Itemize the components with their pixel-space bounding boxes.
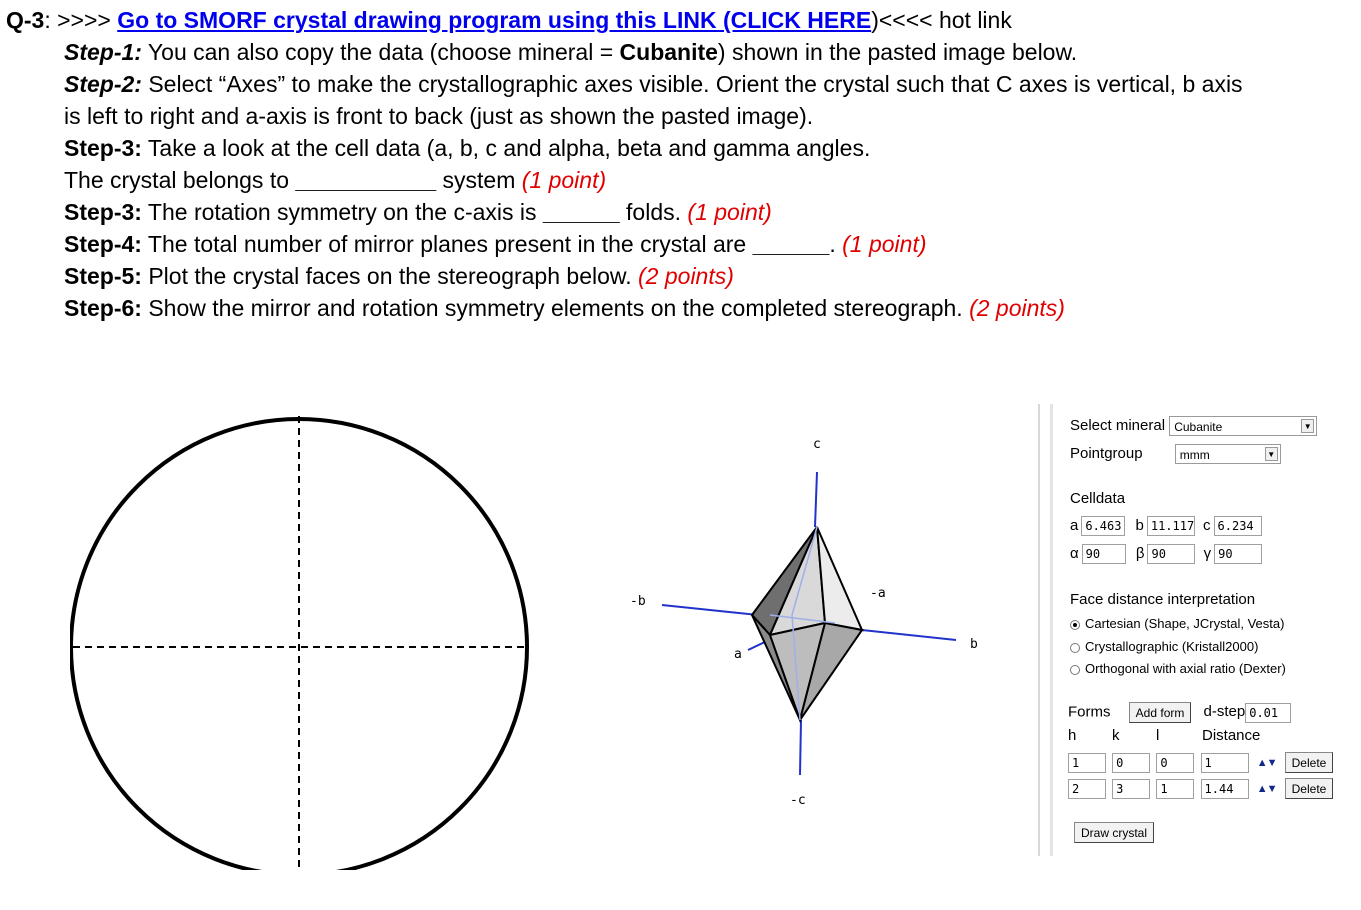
form-l-input[interactable]: 1 bbox=[1156, 779, 1194, 799]
option-cartesian[interactable]: Cartesian (Shape, JCrystal, Vesta) bbox=[1070, 616, 1284, 631]
form-distance-input[interactable]: 1 bbox=[1201, 753, 1249, 773]
pointgroup-select[interactable]: mmm ▼ bbox=[1175, 444, 1281, 464]
step-5: Step-5: Plot the crystal faces on the stereograph below. (2 points) bbox=[64, 263, 734, 289]
delete-form-button[interactable]: Delete bbox=[1285, 752, 1334, 773]
cell-c-input[interactable]: 6.234 bbox=[1214, 516, 1262, 536]
cell-alpha-input[interactable]: 90 bbox=[1082, 544, 1126, 564]
celldata-label: Celldata bbox=[1070, 490, 1126, 507]
step-6: Step-6: Show the mirror and rotation symmetry elements on the completed stereograph. (2 points) bbox=[64, 295, 1065, 321]
forms-label: Forms bbox=[1068, 703, 1111, 721]
pointgroup-label: Pointgroup bbox=[1070, 444, 1143, 462]
points-badge: (2 points) bbox=[969, 295, 1065, 321]
dstep-label: d-step bbox=[1203, 703, 1246, 721]
link-suffix: )<<<< hot link bbox=[871, 7, 1012, 33]
a-axis-label: a bbox=[734, 647, 742, 662]
c-axis-line bbox=[815, 472, 817, 527]
neg-b-axis-label: -b bbox=[630, 594, 646, 609]
answer-blank-system: ___________ bbox=[295, 167, 437, 193]
smorf-control-panel bbox=[1038, 404, 1360, 856]
panel-divider bbox=[1050, 404, 1053, 856]
question-header: Q-3: >>>> Go to SMORF crystal drawing program using this LINK (CLICK HERE)<<<< hot link bbox=[6, 7, 1012, 33]
step-4: Step-4: The total number of mirror planes present in the crystal are ______. (1 point) bbox=[64, 231, 927, 257]
cell-gamma-input[interactable]: 90 bbox=[1214, 544, 1262, 564]
forms-header-row bbox=[1068, 702, 1291, 723]
c-axis-label: c bbox=[813, 437, 821, 452]
delete-form-button[interactable]: Delete bbox=[1285, 778, 1334, 799]
question-block bbox=[6, 4, 1346, 324]
option-orthogonal[interactable]: Orthogonal with axial ratio (Dexter) bbox=[1070, 661, 1286, 676]
mineral-select[interactable]: Cubanite ▼ bbox=[1169, 416, 1317, 436]
points-badge: (2 points) bbox=[638, 263, 734, 289]
step-3b: Step-3: The rotation symmetry on the c-axis is ______ folds. (1 point) bbox=[64, 199, 772, 225]
b-axis-line bbox=[862, 630, 956, 640]
cell-b-input[interactable]: 11.117 bbox=[1147, 516, 1195, 536]
dstep-input[interactable]: 0.01 bbox=[1245, 703, 1291, 723]
cell-a-input[interactable]: 6.463 bbox=[1081, 516, 1125, 536]
mineral-name: Cubanite bbox=[619, 39, 718, 65]
form-row bbox=[1068, 778, 1333, 799]
form-h-input[interactable]: 1 bbox=[1068, 753, 1106, 773]
draw-crystal-button[interactable]: Draw crystal bbox=[1074, 822, 1154, 843]
crystal-face bbox=[817, 527, 862, 630]
radio-selected-icon bbox=[1070, 620, 1080, 630]
crystal-drawing bbox=[620, 430, 1000, 830]
radio-icon bbox=[1070, 643, 1080, 653]
answer-blank-rotation: ______ bbox=[542, 199, 620, 225]
pointgroup-row bbox=[1070, 444, 1281, 464]
form-row bbox=[1068, 752, 1333, 773]
cell-beta-input[interactable]: 90 bbox=[1147, 544, 1195, 564]
mineral-row bbox=[1070, 416, 1317, 436]
neg-c-axis-line bbox=[800, 720, 801, 775]
form-k-input[interactable]: 3 bbox=[1112, 779, 1150, 799]
draw-crystal-row bbox=[1074, 822, 1154, 843]
answer-blank-mirrors: ______ bbox=[752, 231, 830, 257]
neg-a-axis-label: -a bbox=[870, 586, 886, 601]
points-badge: (1 point) bbox=[521, 167, 607, 193]
dropdown-arrow-icon: ▼ bbox=[1265, 447, 1278, 461]
up-down-arrows-icon[interactable]: ▲▼ bbox=[1256, 756, 1277, 769]
points-badge: (1 point) bbox=[687, 199, 772, 225]
form-distance-input[interactable]: 1.44 bbox=[1201, 779, 1249, 799]
option-crystallographic[interactable]: Crystallographic (Kristall2000) bbox=[1070, 639, 1258, 654]
points-badge: (1 point) bbox=[842, 231, 927, 257]
forms-column-headers: h k l Distance bbox=[1068, 727, 1261, 744]
add-form-button[interactable]: Add form bbox=[1129, 702, 1192, 723]
form-h-input[interactable]: 2 bbox=[1068, 779, 1106, 799]
step-2-continued: is left to right and a-axis is front to back (just as shown the pasted image). bbox=[64, 103, 814, 129]
face-distance-label: Face distance interpretation bbox=[1070, 591, 1256, 608]
cell-lengths-row: a 6.463 b 11.117 c 6.234 bbox=[1070, 516, 1262, 536]
select-mineral-label: Select mineral bbox=[1070, 416, 1166, 434]
radio-icon bbox=[1070, 665, 1080, 675]
link-prefix: >>>> bbox=[50, 7, 118, 33]
stereograph bbox=[70, 400, 540, 870]
step-2: Step-2: Select “Axes” to make the crystallographic axes visible. Orient the crystal such that C axes is vertical, b axis bbox=[64, 71, 1243, 97]
cell-angles-row: α 90 β 90 γ 90 bbox=[1070, 544, 1262, 564]
form-k-input[interactable]: 0 bbox=[1112, 753, 1150, 773]
b-axis-label: b bbox=[970, 637, 978, 652]
dropdown-arrow-icon: ▼ bbox=[1301, 419, 1314, 433]
smorf-link[interactable]: Go to SMORF crystal drawing program using this LINK (CLICK HERE bbox=[117, 7, 872, 33]
crystal-system-question: The crystal belongs to ___________ system (1 point) bbox=[64, 167, 607, 193]
form-l-input[interactable]: 0 bbox=[1156, 753, 1194, 773]
neg-b-axis-line bbox=[662, 605, 758, 615]
step-3: Step-3: Take a look at the cell data (a, b, c and alpha, beta and gamma angles. bbox=[64, 135, 871, 161]
up-down-arrows-icon[interactable]: ▲▼ bbox=[1256, 782, 1277, 795]
question-label: Q-3 bbox=[6, 7, 45, 33]
step-1: Step-1: You can also copy the data (choose mineral = Cubanite) shown in the pasted image below. bbox=[64, 39, 1078, 65]
neg-c-axis-label: -c bbox=[790, 793, 806, 808]
